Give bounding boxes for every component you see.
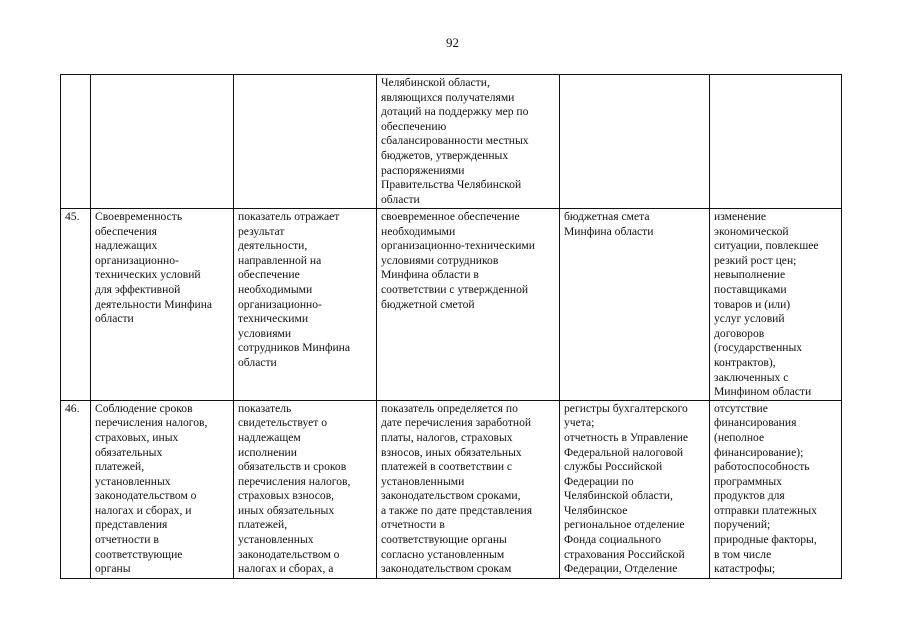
data-source-cell xyxy=(560,209,710,401)
risk-factors: отсутствие финансирования (неполное финансирование); работоспособность программных продуктов для отправки платежных поручений; природные факторы, в том числе катастрофы; xyxy=(714,401,817,576)
indicator-description: показатель отражает результат деятельности, направленной на обеспечение необходимыми организационно- техническими условиями сотрудников Минфина области xyxy=(238,210,351,369)
calculation-method: Челябинской области, являющихся получателями дотаций на поддержку мер по обеспечению сбалансированности местных бюджетов, утвержденных распоряжениями Правительства Челябинской области xyxy=(381,76,529,206)
row-number-cell xyxy=(61,400,91,578)
risk-factors-cell xyxy=(710,75,842,209)
row-number: 45. xyxy=(65,210,80,223)
calculation-method: показатель определяется по дате перечисления заработной платы, налогов, страховых взносов, иных обязательных платежей в соответствии с установленными законодательством сроками, а также по дате представления отчетности в соответствующие органы согласно установленным законодательством срокам xyxy=(381,401,533,576)
indicator-name: Соблюдение сроков перечисления налогов, страховых, иных обязательных платежей, установленных законодательством о налогах и сборах, и представления отчетности в соответствующие органы xyxy=(95,401,208,576)
table-row xyxy=(61,209,842,401)
row-number-cell xyxy=(61,75,91,209)
indicator-description-cell xyxy=(234,400,377,578)
calculation-method-cell xyxy=(377,209,560,401)
data-source-cell xyxy=(560,400,710,578)
risk-factors: изменение экономической ситуации, повлекшее резкий рост цен; невыполнение поставщиками товаров и (или) услуг условий договоров (государственных контрактов), заключенных с Минфином области xyxy=(714,210,819,399)
data-source: регистры бухгалтерского учета; отчетность в Управление Федеральной налоговой службы Российской Федерации по Челябинской области, Челябинское региональное отделение Фонда социального страхования Российской Федерации, Отделение xyxy=(564,401,688,576)
page-number: 92 xyxy=(446,35,459,50)
calculation-method-cell xyxy=(377,75,560,209)
indicator-description-cell xyxy=(234,75,377,209)
indicator-name-cell xyxy=(91,209,234,401)
table-row xyxy=(61,400,842,578)
indicator-name-cell xyxy=(91,400,234,578)
calculation-method-cell xyxy=(377,400,560,578)
row-number: 46. xyxy=(65,401,80,415)
indicator-description-cell xyxy=(234,209,377,401)
data-source: бюджетная смета Минфина области xyxy=(564,210,654,238)
data-source-cell xyxy=(560,75,710,209)
risk-factors-cell xyxy=(710,209,842,401)
indicators-table xyxy=(60,74,842,579)
risk-factors-cell xyxy=(710,400,842,578)
indicator-name: Своевременность обеспечения надлежащих организационно- технических условий для эффективной деятельности Минфина области xyxy=(95,210,213,326)
indicator-description: показатель свидетельствует о надлежащем исполнении обязательств и сроков перечисления налогов, страховых взносов, иных обязательных платежей, установленных законодательством о налогах и сборах, а xyxy=(238,401,351,576)
row-number-cell xyxy=(61,209,91,401)
table-row xyxy=(61,75,842,209)
calculation-method: своевременное обеспечение необходимыми организационно-техническими условиями сотрудников Минфина области в соответствии с утвержденной бюджетной сметой xyxy=(381,210,535,311)
indicator-name-cell xyxy=(91,75,234,209)
